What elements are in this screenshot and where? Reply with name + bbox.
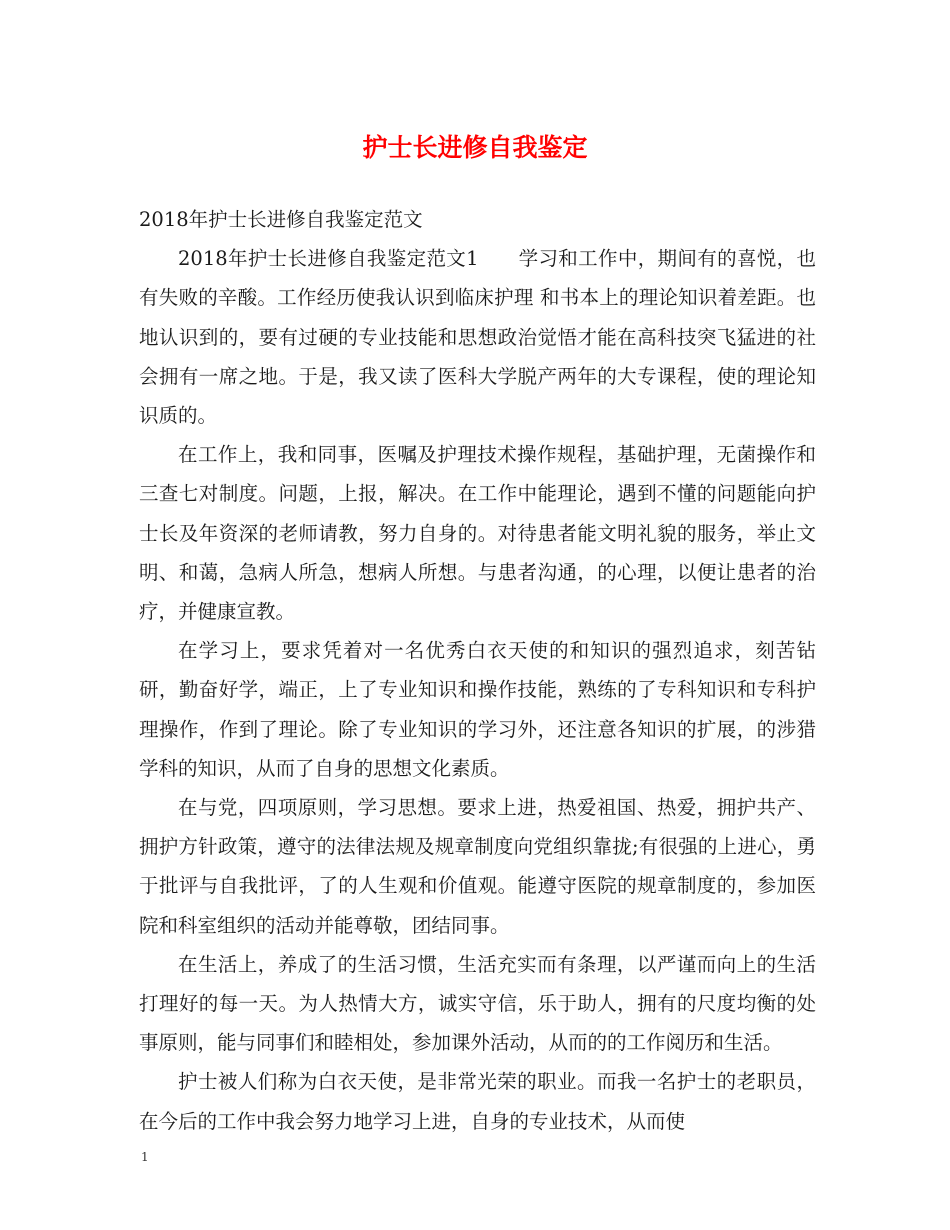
paragraph-politics: 在与党，四项原则，学习思想。要求上进，热爱祖国、热爱，拥护共产、拥护方针政策，遵守的法律法规及规章制度向党组织靠拢;有很强的上进心，勇于批评与自我批评，了的人生观和价值观。能遵守医院的规章制度的，参加医院和科室组织的活动并能尊敬，团结同事。: [139, 796, 816, 937]
document-title: 护士长进修自我鉴定: [362, 133, 588, 162]
document-body: [139, 200, 816, 1141]
document-subtitle: 2018年护士长进修自我鉴定范文: [139, 208, 423, 231]
paragraph-intro: 2018年护士长进修自我鉴定范文1 学习和工作中，期间有的喜悦，也有失败的辛酸。工作经历使我认识到临床护理 和书本上的理论知识着差距。也地认识到的，要有过硬的专业技能和思想政治觉悟才能在高科技突飞猛进的社会拥有一席之地。于是，我又读了医科大学脱产两年的大专课程，使的理论知识质的。: [139, 247, 816, 428]
paragraph-work: 在工作上，我和同事，医嘱及护理技术操作规程，基础护理，无菌操作和三查七对制度。问题，上报，解决。在工作中能理论，遇到不懂的问题能向护士长及年资深的老师请教，努力自身的。对待患者能文明礼貌的服务，举止文明、和蔼，急病人所急，想病人所想。与患者沟通，的心理，以便让患者的治疗，并健康宣教。: [139, 443, 816, 624]
paragraph-study: 在学习上，要求凭着对一名优秀白衣天使的和知识的强烈追求，刻苦钻研，勤奋好学，端正，上了专业知识和操作技能，熟练的了专科知识和专科护理操作，作到了理论。除了专业知识的学习外，还注意各知识的扩展，的涉猎学科的知识，从而了自身的思想文化素质。: [139, 639, 816, 780]
page-number: 1: [141, 1150, 149, 1164]
paragraph-conclusion: 护士被人们称为白衣天使，是非常光荣的职业。而我一名护士的老职员，在今后的工作中我会努力地学习上进，自身的专业技术，从而使: [139, 1070, 816, 1133]
paragraph-life: 在生活上，养成了的生活习惯，生活充实而有条理，以严谨而向上的生活打理好的每一天。为人热情大方，诚实守信，乐于助人，拥有的尺度均衡的处事原则，能与同事们和睦相处，参加课外活动，从而的的工作阅历和生活。: [139, 952, 816, 1055]
